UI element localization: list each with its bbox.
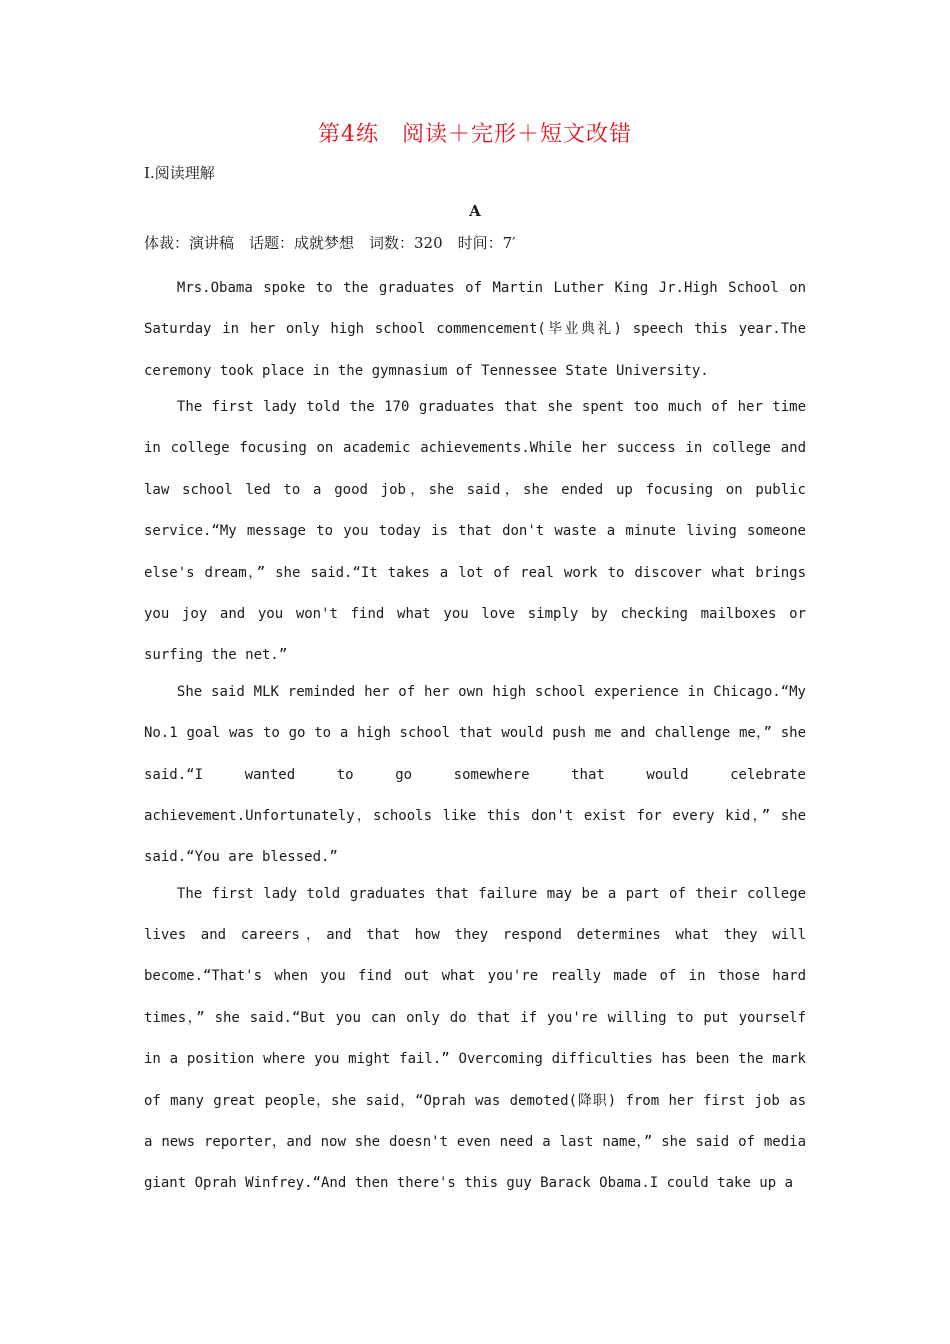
article-body	[144, 268, 806, 1205]
document-title: 第4练 阅读＋完形＋短文改错	[318, 122, 632, 147]
paragraph: Mrs.Obama spoke to the graduates of Martin Luther King Jr.High School on Saturday in her only high school commencement(毕业典礼) speech this year.The ceremony took place in the gymnasium of Tennessee State University.	[144, 280, 806, 379]
paragraph: The first lady told the 170 graduates that she spent too much of her time in college focusing on academic achievements.While her success in college and law school led to a good job，she said，she ended up focusing on public service.“My message to you today is that don't waste a minute living someone else's dream，” she said.“It takes a lot of real work to discover what brings you joy and you won't find what you love simply by checking mailboxes or surfing the net.”	[144, 399, 806, 664]
passage-meta: 体裁：演讲稿 话题：成就梦想 词数：320 时间：7′	[144, 234, 516, 252]
paragraph: She said MLK reminded her of her own high school experience in Chicago.“My No.1 goal was to go to a high school that would push me and challenge me，” she said.“I wanted to go somewhere that would celebrate achievement.Unfortunately，schools like this don't exist for every kid，” she said.“You are blessed.”	[144, 683, 806, 866]
section-heading: Ⅰ.阅读理解	[144, 164, 215, 182]
paragraph: The first lady told graduates that failure may be a part of their college lives and careers，and that how they respond determines what they will become.“That's when you find out what you're really made of in those hard times，” she said.“But you can only do that if you're willing to put yourself in a position where you might fail.” Overcoming difficulties has been the mark of many great people，she said，“Oprah was demoted(降职) from her first job as a news reporter，and now she doesn't even need a last name，” she said of media giant Oprah Winfrey.“And then there's this guy Barack Obama.I could take up a	[144, 885, 806, 1192]
passage-label: A	[469, 202, 481, 220]
